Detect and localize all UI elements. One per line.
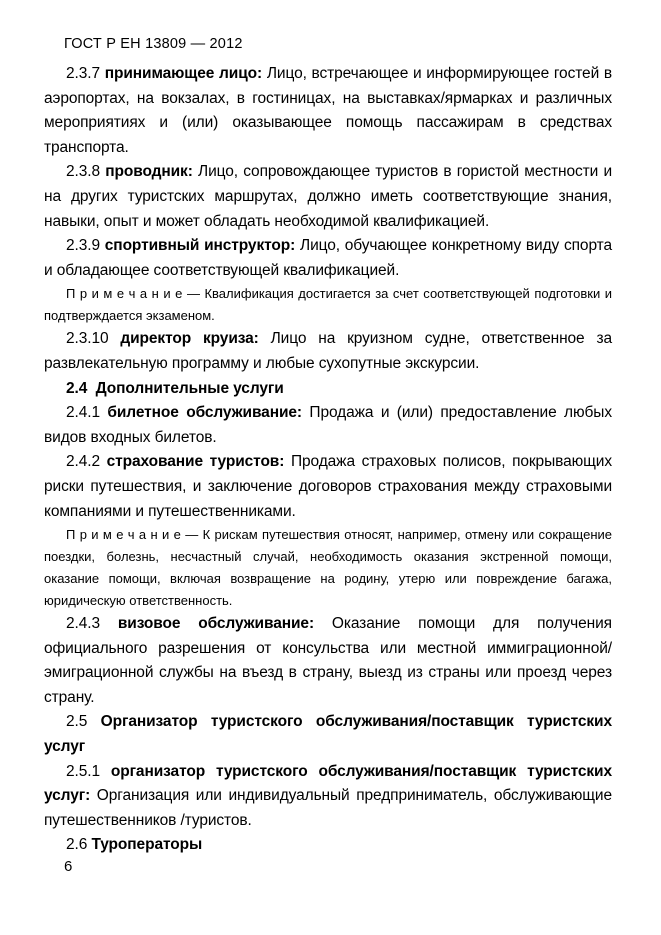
clause-text: Оказание помощи для получения официального разрешения от консульства или местной иммиграционной/эмиграционной службы на въезд в страну, выезд из страны или проезд через страну. — [44, 615, 612, 706]
clause-2-5-1 — [44, 760, 612, 834]
note-label: П р и м е ч а н и е — [66, 527, 181, 543]
page-number: 6 — [64, 858, 73, 875]
section-heading-2-6 — [44, 833, 612, 858]
clause-term: визовое обслуживание: — [117, 615, 314, 633]
clause-number: 2.3.9 — [66, 237, 100, 255]
clause-text: Лицо на круизном судне, ответственное за развлекательную программу и любые сухопутные экскурсии. — [44, 330, 612, 372]
clause-number: 2.4.1 — [66, 404, 100, 422]
clause-number: 2.4.2 — [66, 453, 100, 471]
clause-2-3-9 — [44, 234, 612, 283]
clause-text: Продажа и (или) предоставление любых видов входных билетов. — [44, 404, 612, 446]
clause-term: директор круиза: — [120, 330, 259, 348]
clause-number: 2.4.3 — [66, 615, 100, 633]
clause-term: спортивный инструктор: — [104, 237, 296, 255]
clause-number: 2.5.1 — [66, 762, 100, 780]
section-heading-2-4 — [44, 377, 612, 402]
note-text: — Квалификация достигается за счет соответствующей подготовки и подтверждается экзаменом. — [44, 286, 612, 324]
clause-text: Лицо, обучающее конкретному виду спорта и обладающее соответствующей квалификацией. — [44, 237, 612, 279]
clause-2-3-7 — [44, 62, 612, 160]
clause-2-4-3 — [44, 612, 612, 710]
clause-term: принимающее лицо: — [104, 65, 263, 82]
clause-2-4-1 — [44, 401, 612, 450]
section-heading-2-5 — [44, 710, 612, 759]
clause-2-3-10 — [44, 327, 612, 376]
note-label: П р и м е ч а н и е — [66, 286, 183, 302]
section-title: Туроператоры — [91, 836, 203, 854]
clause-term: страхование туристов: — [106, 453, 285, 471]
clause-text: Лицо, сопровождающее туристов в гористой местности и на других туристских маршрутах, должно иметь соответствующие знания, навыки, опыт и может обладать необходимой квалификацией. — [44, 163, 612, 230]
clause-number: 2.3.8 — [66, 163, 100, 181]
running-header: ГОСТ Р ЕН 13809 — 2012 — [64, 36, 243, 52]
section-title: Дополнительные услуги — [95, 379, 284, 397]
clause-text: Продажа страховых полисов, покрывающих риски путешествия, и заключение договоров страхования между страховыми компаниями и путешественниками. — [44, 453, 612, 520]
section-number: 2.4 — [66, 379, 88, 397]
clause-text: Организация или индивидуальный предприниматель, обслуживающие путешественников /туристов. — [44, 787, 612, 829]
clause-2-3-8 — [44, 160, 612, 234]
clause-2-4-2 — [44, 450, 612, 524]
clause-term: организатор туристского обслуживания/поставщик туристских услуг: — [44, 762, 612, 805]
note-text: — К рискам путешествия относят, например, отмену или сокращение поездки, болезнь, несчастный случай, необходимость оказания экстренной помощи, оказание помощи, включая возвращение на родину, утерю или повреждение багажа, юридическую ответственность. — [44, 527, 612, 609]
section-number: 2.6 — [66, 836, 88, 854]
clause-term: проводник: — [105, 163, 193, 181]
note-travel-risks — [44, 524, 612, 612]
section-title: Организатор туристского обслуживания/поставщик туристских услуг — [44, 713, 612, 756]
document-body — [44, 62, 612, 858]
clause-term: билетное обслуживание: — [107, 404, 302, 422]
note-qualification — [44, 283, 612, 327]
section-number: 2.5 — [66, 713, 88, 731]
clause-number: 2.3.10 — [66, 330, 109, 348]
clause-text: Лицо, встречающее и информирующее гостей в аэропортах, на вокзалах, в гостиницах, на выставках/ярмарках и различных мероприятиях и (или) оказывающее помощь пассажирам в средствах транспорта. — [44, 65, 613, 156]
clause-number: 2.3.7 — [66, 65, 100, 82]
